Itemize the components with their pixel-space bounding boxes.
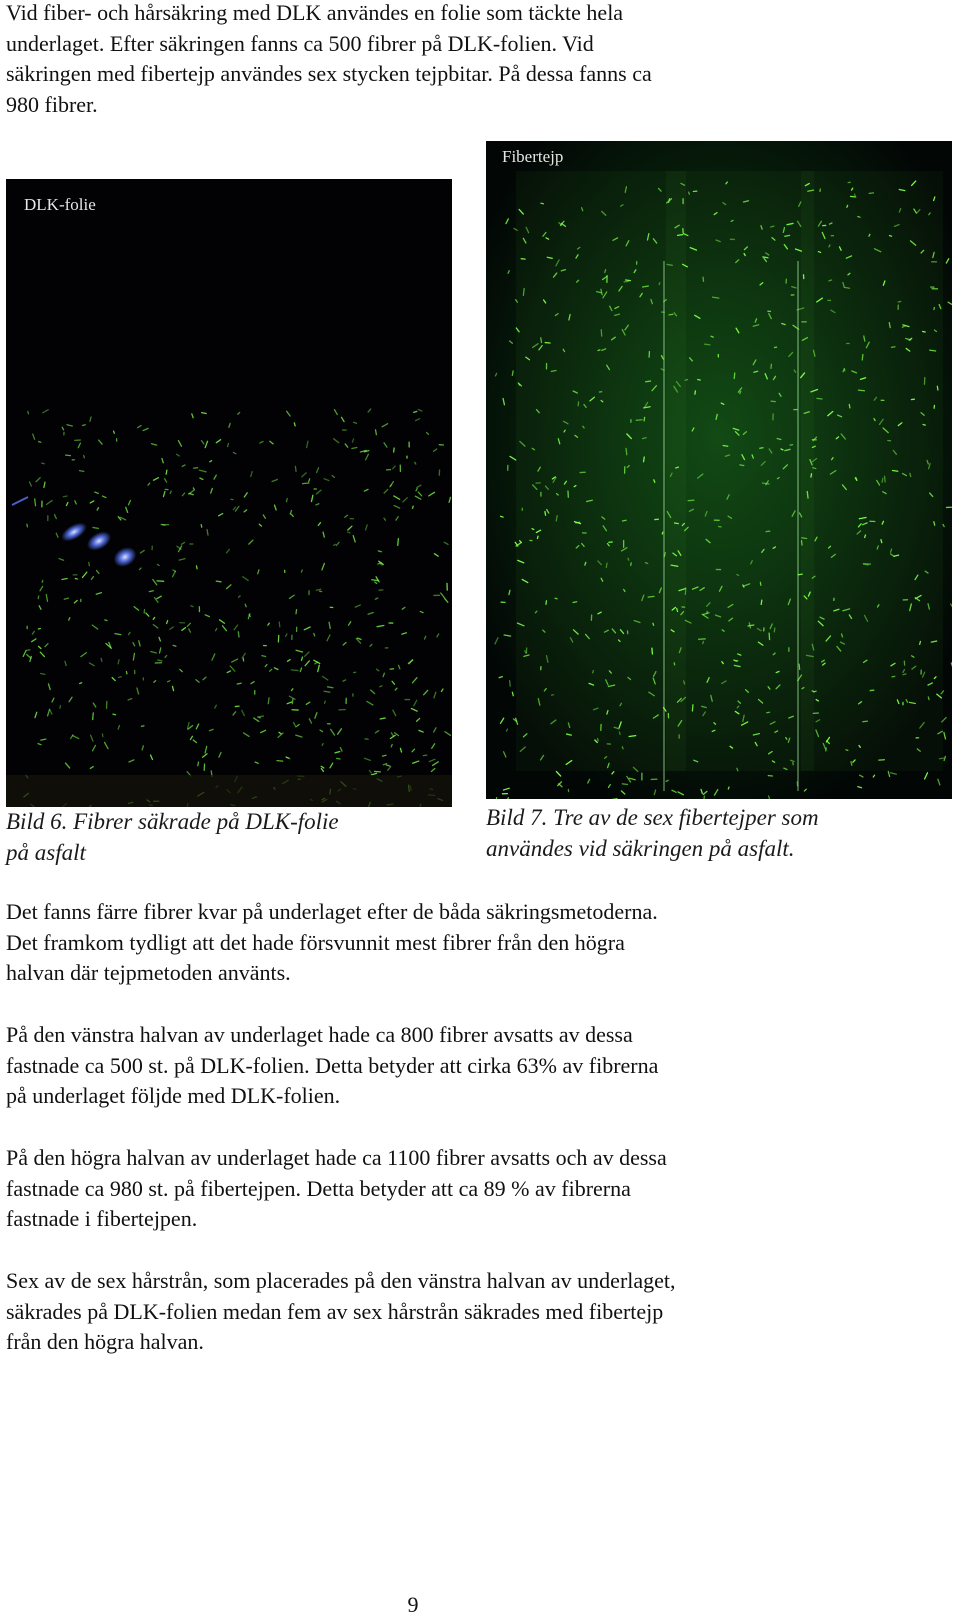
body-paragraph-3: På den högra halvan av underlaget hade ca 1100 fibrer avsatts och av dessa fastnade ca 980 st. på fibertejpen. Detta betyder att ca 89 % av fibrerna fastnade i fibertejpen.: [6, 1143, 667, 1235]
body-paragraph-2: På den vänstra halvan av underlaget hade ca 800 fibrer avsatts av dessa fastnade ca 500 st. på DLK-folien. Detta betyder att cirka 63% av fibrerna på underlaget följde med DLK-folien.: [6, 1020, 658, 1112]
dlk-folie-photo: [6, 179, 452, 807]
figure-6-caption: Bild 6. Fibrer säkrade på DLK-folie på asfalt: [6, 806, 339, 868]
asphalt-edge: [6, 775, 452, 807]
intro-paragraph: Vid fiber- och hårsäkring med DLK användes en folie som täckte hela underlaget. Efter säkringen fanns ca 500 fibrer på DLK-folien. Vid säkringen med fibertejp användes sex stycken tejpbitar. På dessa fanns ca 980 fibrer.: [6, 0, 652, 120]
body-paragraph-4: Sex av de sex hårstrån, som placerades på den vänstra halvan av underlaget, säkrades på DLK-folien medan fem av sex hårstrån säkrades med fibertejp från den högra halvan.: [6, 1266, 676, 1358]
page-number: 9: [0, 1592, 826, 1618]
figure-7-caption: Bild 7. Tre av de sex fibertejper som användes vid säkringen på asfalt.: [486, 802, 819, 864]
dlk-folie-photo-label: DLK-folie: [24, 195, 96, 215]
dlk-folie-photo-image: [6, 179, 452, 807]
fibertejp-photo-label: Fibertejp: [502, 147, 563, 167]
fibertejp-photo-image: [486, 141, 952, 799]
body-paragraph-1: Det fanns färre fibrer kvar på underlaget efter de båda säkringsmetoderna. Det framkom tydligt att det hade försvunnit mest fibrer från den högra halvan där tejpmetoden använts.: [6, 897, 658, 989]
tape-strips: [516, 171, 943, 791]
fibertejp-photo: [486, 141, 952, 799]
